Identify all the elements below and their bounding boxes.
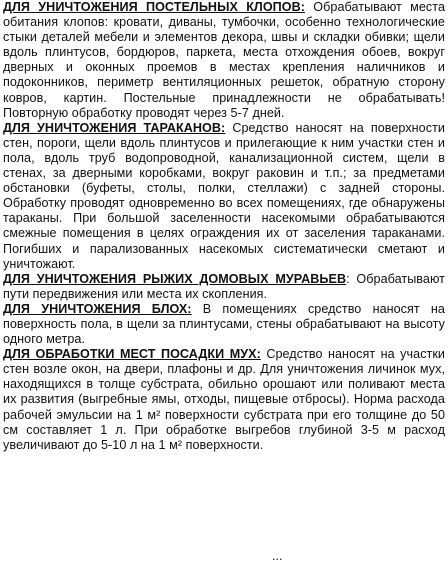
section-body: Обрабатывают места обитания клопов: кровати, диваны, тумбочки, особенно технологические стыки деталей мебели и элементов декора, швы и складки обивки; щели вдоль плинтусов, бордюров, паркета, места отхождения обоев, вокруг дверных и оконных проемов в местах крепления наличников и подоконников, периметр вентиляционных решеток, обратную сторону ковров, картин. Постельные принадлежности не обрабатывать! Повторную обработку проводят через 5-7 дней. [3, 0, 445, 120]
section-body: Средство наносят на поверхности стен, пороги, щели вдоль плинтусов и прилегающие к ним участки стен и пола, вдоль труб водопроводной, канализационной систем, щели в стенах, за дверными коробками, вокруг раковин и т.п.; за предметами обстановки (буфеты, столы, полки, стеллажи) с задней стороны. Обработку проводят одновременно во всех помещениях, где обнаружены тараканы. При большой заселенности насекомыми обрабатываются смежные помещения в целях ограждения их от заселения тараканами. Погибших и парализованных насекомых систематически сметают и уничтожают. [3, 120, 445, 271]
section-fleas [3, 302, 445, 347]
section-heading: ДЛЯ УНИЧТОЖЕНИЯ ПОСТЕЛЬНЫХ КЛОПОВ: [3, 0, 305, 14]
section-cockroaches [3, 121, 445, 272]
section-bedbugs [3, 0, 445, 121]
cut-off-text-fragment: ... [272, 549, 283, 563]
section-heading: ДЛЯ ОБРАБОТКИ МЕСТ ПОСАДКИ МУХ: [3, 347, 261, 362]
section-body: Средство наносят на участки стен возле окон, на двери, плафоны и др. Для уничтожения личинок мух, находящихся в толще субстрата, обильно орошают или поливают места их развития (выгребные ямы, отходы, пищевые отбросы). Норма расхода рабочей эмульсии на 1 м² поверхности субстрата при его толщине до 50 см составляет 1 л. При обработке выгребов глубиной 3-5 м расход увеличивают до 5-10 л на 1 м² поверхности. [3, 347, 445, 452]
section-heading: ДЛЯ УНИЧТОЖЕНИЯ БЛОХ: [3, 301, 192, 316]
section-flies [3, 347, 445, 453]
section-ants [3, 272, 445, 302]
section-heading: ДЛЯ УНИЧТОЖЕНИЯ ТАРАКАНОВ: [3, 120, 226, 135]
section-body: : Обрабатывают пути передвижения или места их скопления. [3, 271, 445, 301]
section-body: В помещениях средство наносят на поверхность пола, в щели за плинтусами, стены обрабатывают на высоту одного метра. [3, 301, 445, 347]
instruction-page [3, 0, 445, 563]
section-heading: ДЛЯ УНИЧТОЖЕНИЯ РЫЖИХ ДОМОВЫХ МУРАВЬЕВ [3, 271, 347, 286]
